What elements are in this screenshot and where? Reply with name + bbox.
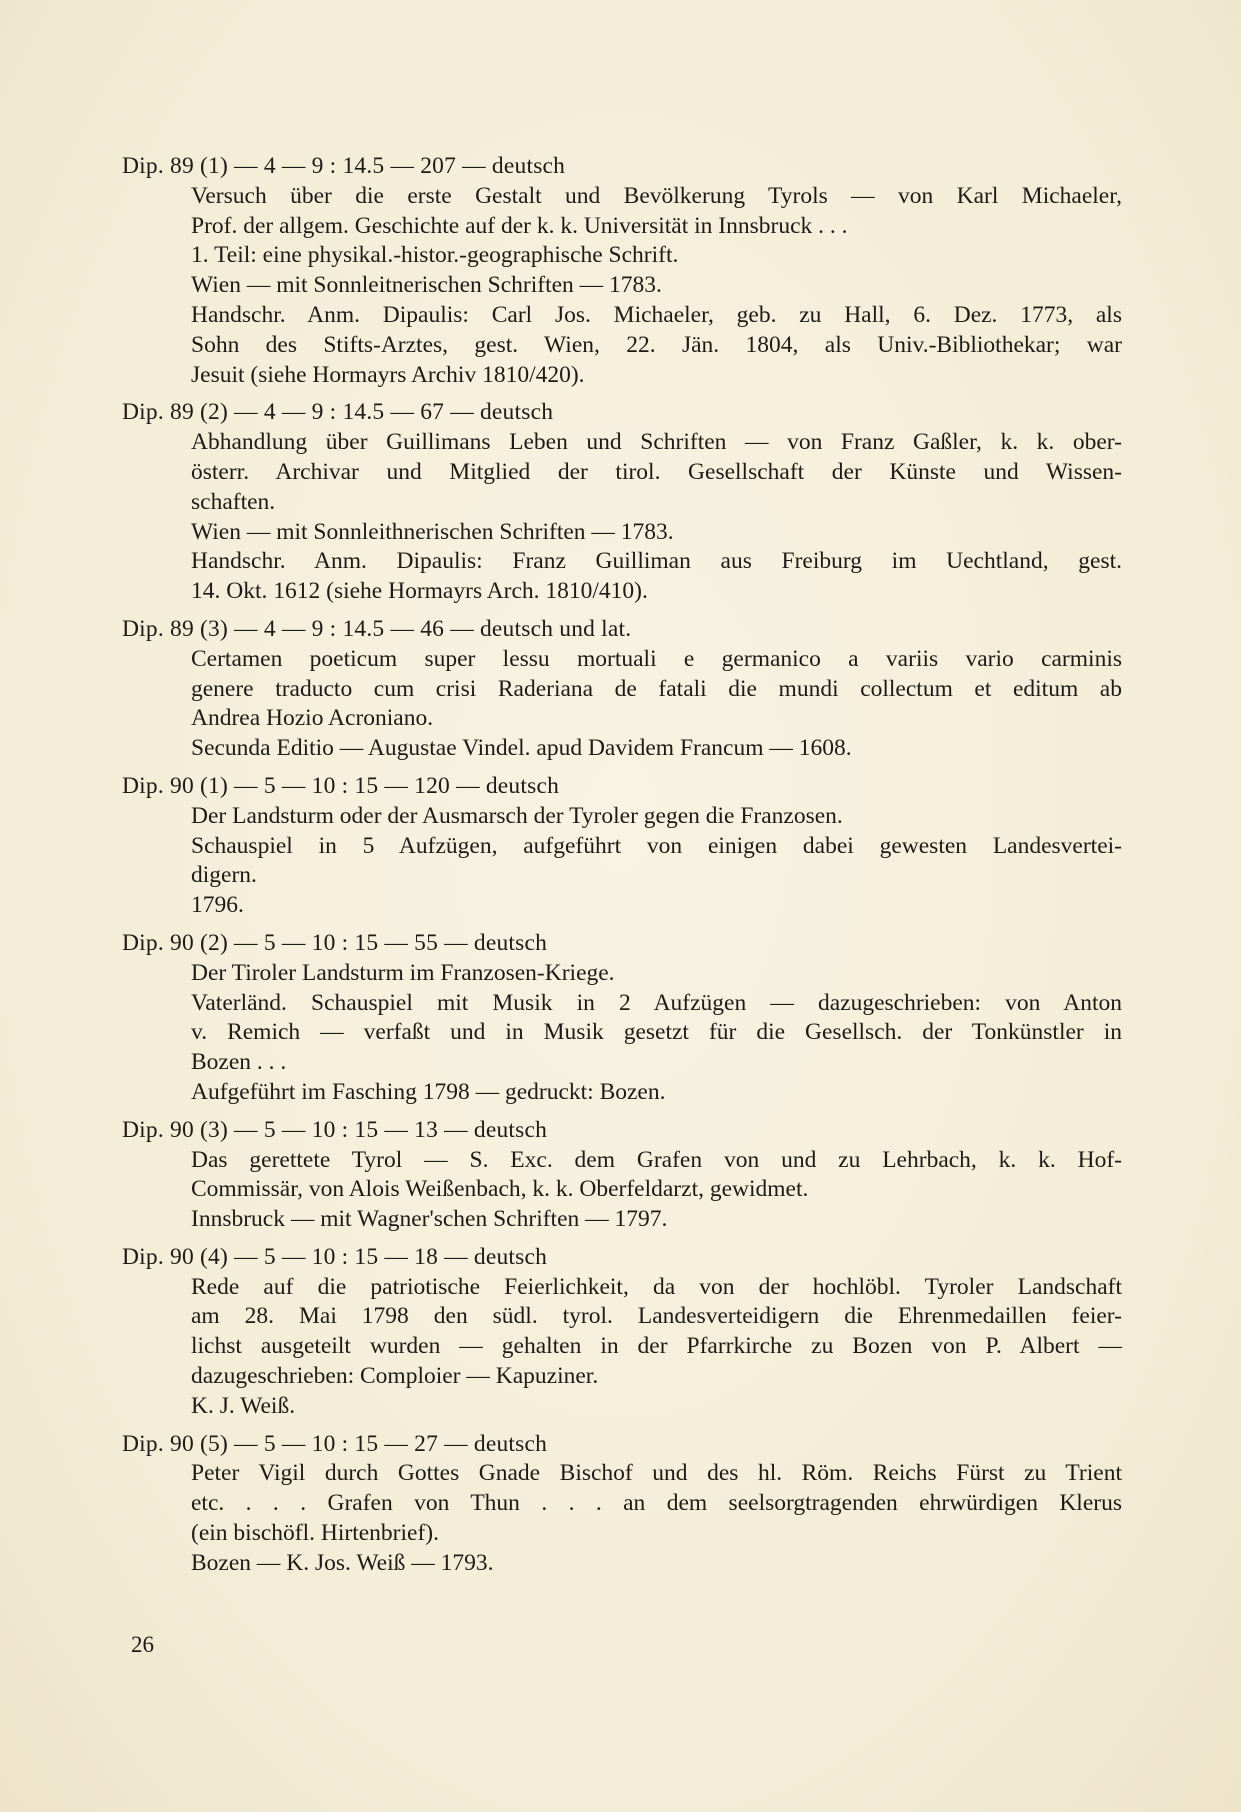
entry-signature: Dip. 90 (4) — 5 — 10 : 15 — 18 — deutsch <box>122 1243 548 1270</box>
catalog-entry <box>122 929 1122 1108</box>
entry-text-line: österr. Archivar und Mitglied der tirol. Gesellschaft der Künste und Wissen- <box>191 458 1122 485</box>
entry-text-line: Bozen — K. Jos. Weiß — 1793. <box>191 1549 494 1576</box>
entry-text-line: digern. <box>191 862 257 889</box>
entry-text-line: v. Remich — verfaßt und in Musik gesetzt für die Gesellsch. der Tonkünstler in <box>191 1019 1122 1046</box>
entry-signature: Dip. 90 (1) — 5 — 10 : 15 — 120 — deutsch <box>122 772 560 799</box>
entry-text-line: K. J. Weiß. <box>191 1392 296 1419</box>
entry-text-line: Wien — mit Sonnleithnerischen Schriften — 1783. <box>191 518 674 545</box>
entry-text-line: Prof. der allgem. Geschichte auf der k. k. Universität in Innsbruck . . . <box>191 212 848 239</box>
entry-text-line: (ein bischöfl. Hirtenbrief). <box>191 1520 439 1547</box>
entry-text-line: Der Landsturm oder der Ausmarsch der Tyroler gegen die Franzosen. <box>191 802 843 829</box>
entry-text-line: 1. Teil: eine physikal.-histor.-geographische Schrift. <box>191 242 679 269</box>
entry-text-line: 1796. <box>191 892 244 919</box>
entry-text-line: schaften. <box>191 488 276 515</box>
entry-text-line: Jesuit (siehe Hormayrs Archiv 1810/420). <box>191 361 585 388</box>
catalog-entry <box>122 152 1122 390</box>
catalog-entry <box>122 615 1122 764</box>
entry-signature: Dip. 89 (1) — 4 — 9 : 14.5 — 207 — deutsch <box>122 153 566 179</box>
entry-text-line: Andrea Hozio Acroniano. <box>191 705 434 732</box>
entry-text-line: etc. . . . Grafen von Thun . . . an dem seelsorgtragenden ehrwürdigen Klerus <box>191 1490 1122 1517</box>
entry-text-line: 14. Okt. 1612 (siehe Hormayrs Arch. 1810/410). <box>191 578 648 605</box>
entry-text-line: Sohn des Stifts-Arztes, gest. Wien, 22. Jän. 1804, als Univ.-Bibliothekar; war <box>191 331 1122 358</box>
entry-text-line: Commissär, von Alois Weißenbach, k. k. Oberfeldarzt, gewidmet. <box>191 1176 809 1203</box>
entry-text-line: Handschr. Anm. Dipaulis: Carl Jos. Michaeler, geb. zu Hall, 6. Dez. 1773, als <box>191 301 1122 328</box>
entry-text-line: Handschr. Anm. Dipaulis: Franz Guilliman aus Freiburg im Uechtland, gest. <box>191 548 1122 575</box>
entry-text-line: am 28. Mai 1798 den südl. tyrol. Landesverteidigern die Ehrenmedaillen feier- <box>191 1303 1122 1330</box>
entry-text-line: Das gerettete Tyrol — S. Exc. dem Grafen von und zu Lehrbach, k. k. Hof- <box>191 1146 1122 1173</box>
entry-text-line: Wien — mit Sonnleitnerischen Schriften — 1783. <box>191 272 662 299</box>
catalog-entry <box>122 1430 1122 1579</box>
catalog-entry <box>122 1243 1122 1422</box>
catalog-entry <box>122 772 1122 921</box>
entry-signature: Dip. 89 (3) — 4 — 9 : 14.5 — 46 — deutsch und lat. <box>122 615 632 642</box>
entry-text-line: Vaterländ. Schauspiel mit Musik in 2 Aufzügen — dazugeschrieben: von Anton <box>191 989 1122 1016</box>
catalog-entry <box>122 398 1122 607</box>
entry-text-line: dazugeschrieben: Comploier — Kapuziner. <box>191 1363 599 1390</box>
catalog-entry <box>122 1116 1122 1235</box>
entry-signature: Dip. 90 (2) — 5 — 10 : 15 — 55 — deutsch <box>122 929 548 956</box>
catalog-entries <box>122 152 1122 1587</box>
entry-text-line: Aufgeführt im Fasching 1798 — gedruckt: Bozen. <box>191 1078 666 1105</box>
entry-text-line: Abhandlung über Guillimans Leben und Schriften — von Franz Gaßler, k. k. ober- <box>191 429 1122 456</box>
entry-text-line: Versuch über die erste Gestalt und Bevölkerung Tyrols — von Karl Michaeler, <box>191 182 1122 209</box>
entry-signature: Dip. 90 (5) — 5 — 10 : 15 — 27 — deutsch <box>122 1430 548 1457</box>
entry-text-line: genere traducto cum crisi Raderiana de fatali die mundi collectum et editum ab <box>191 675 1122 702</box>
entry-text-line: Secunda Editio — Augustae Vindel. apud Davidem Francum — 1608. <box>191 735 852 762</box>
page-number: 26 <box>131 1632 154 1657</box>
entry-text-line: Peter Vigil durch Gottes Gnade Bischof und des hl. Röm. Reichs Fürst zu Trient <box>191 1460 1122 1487</box>
entry-text-line: Certamen poeticum super lessu mortuali e germanico a variis vario carminis <box>191 645 1122 672</box>
entry-signature: Dip. 89 (2) — 4 — 9 : 14.5 — 67 — deutsch <box>122 399 554 426</box>
entry-text-line: lichst ausgeteilt wurden — gehalten in der Pfarrkirche zu Bozen von P. Albert — <box>191 1333 1122 1360</box>
entry-text-line: Rede auf die patriotische Feierlichkeit, da von der hochlöbl. Tyroler Landschaft <box>191 1273 1122 1300</box>
entry-text-line: Schauspiel in 5 Aufzügen, aufgeführt von einigen dabei gewesten Landesvertei- <box>191 832 1122 859</box>
entry-text-line: Bozen . . . <box>191 1049 287 1076</box>
entry-signature: Dip. 90 (3) — 5 — 10 : 15 — 13 — deutsch <box>122 1116 548 1143</box>
entry-text-line: Der Tiroler Landsturm im Franzosen-Kriege. <box>191 959 615 986</box>
entry-text-line: Innsbruck — mit Wagner'schen Schriften — 1797. <box>191 1206 668 1233</box>
